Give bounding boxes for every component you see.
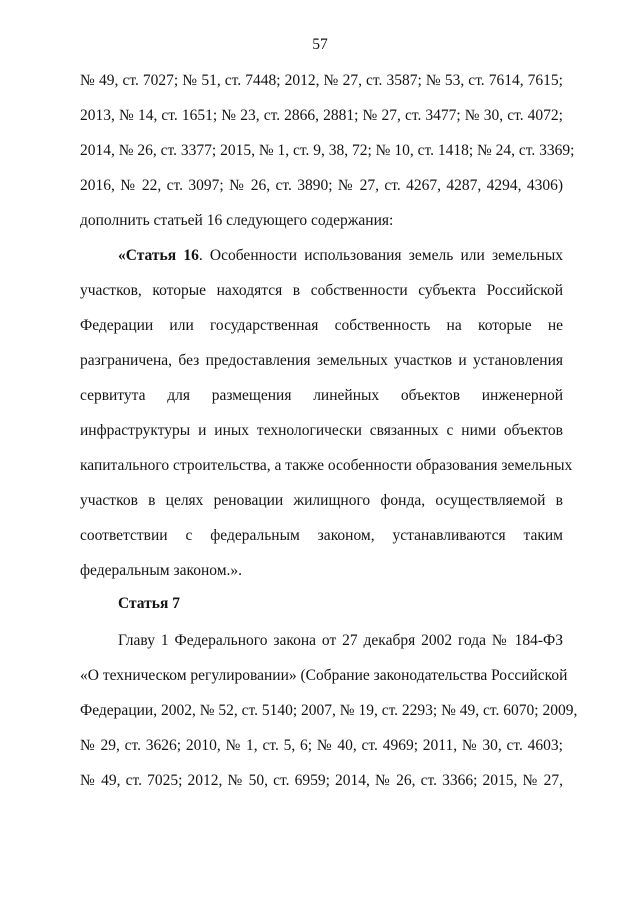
text-line: Главу 1 Федерального закона от 27 декабря 2002 года № 184-ФЗ <box>118 632 563 649</box>
text-line: № 49, ст. 7025; 2012, № 50, ст. 6959; 2014, № 26, ст. 3366; 2015, № 27, <box>80 772 563 789</box>
text-line: разграничена, без предоставления земельных участков и установления <box>80 352 563 369</box>
text-line: капитального строительства, а также особенности образования земельных <box>80 457 573 474</box>
text-line: № 49, ст. 7027; № 51, ст. 7448; 2012, № 27, ст. 3587; № 53, ст. 7614, 7615; <box>80 72 563 89</box>
text-line: Федерации, 2002, № 52, ст. 5140; 2007, № 19, ст. 2293; № 49, ст. 6070; 2009, <box>80 702 578 719</box>
text-line: участков в целях реновации жилищного фонда, осуществляемой в <box>80 492 563 509</box>
text-line: дополнить статьей 16 следующего содержания: <box>80 212 394 229</box>
text-line: сервитута для размещения линейных объектов инженерной <box>80 387 563 404</box>
text-line: соответствии с федеральным законом, устанавливаются таким <box>80 527 563 544</box>
text-line: 2016, № 22, ст. 3097; № 26, ст. 3890; № 27, ст. 4267, 4287, 4294, 4306) <box>80 177 563 194</box>
text-line: «О техническом регулировании» (Собрание законодательства Российской <box>80 667 568 684</box>
article-16-first-line <box>118 246 563 266</box>
page-number: 57 <box>312 36 328 53</box>
text-line: Федерации или государственная собственность на которые не <box>80 317 563 334</box>
article-16-title-text: . Особенности использования земель или земельных <box>198 247 563 264</box>
text-line: федеральным законом.». <box>80 562 243 579</box>
article-16-label: «Статья 16 <box>118 247 199 264</box>
text-line: участков, которые находятся в собственности субъекта Российской <box>80 282 563 299</box>
text-line: 2014, № 26, ст. 3377; 2015, № 1, ст. 9, 38, 72; № 10, ст. 1418; № 24, ст. 3369; <box>80 142 575 159</box>
text-line: 2013, № 14, ст. 1651; № 23, ст. 2866, 2881; № 27, ст. 3477; № 30, ст. 4072; <box>80 107 563 124</box>
text-line: № 29, ст. 3626; 2010, № 1, ст. 5, 6; № 40, ст. 4969; 2011, № 30, ст. 4603; <box>80 737 563 754</box>
text-line: инфраструктуры и иных технологически связанных с ними объектов <box>80 422 563 439</box>
article-7-heading: Статья 7 <box>118 595 180 612</box>
